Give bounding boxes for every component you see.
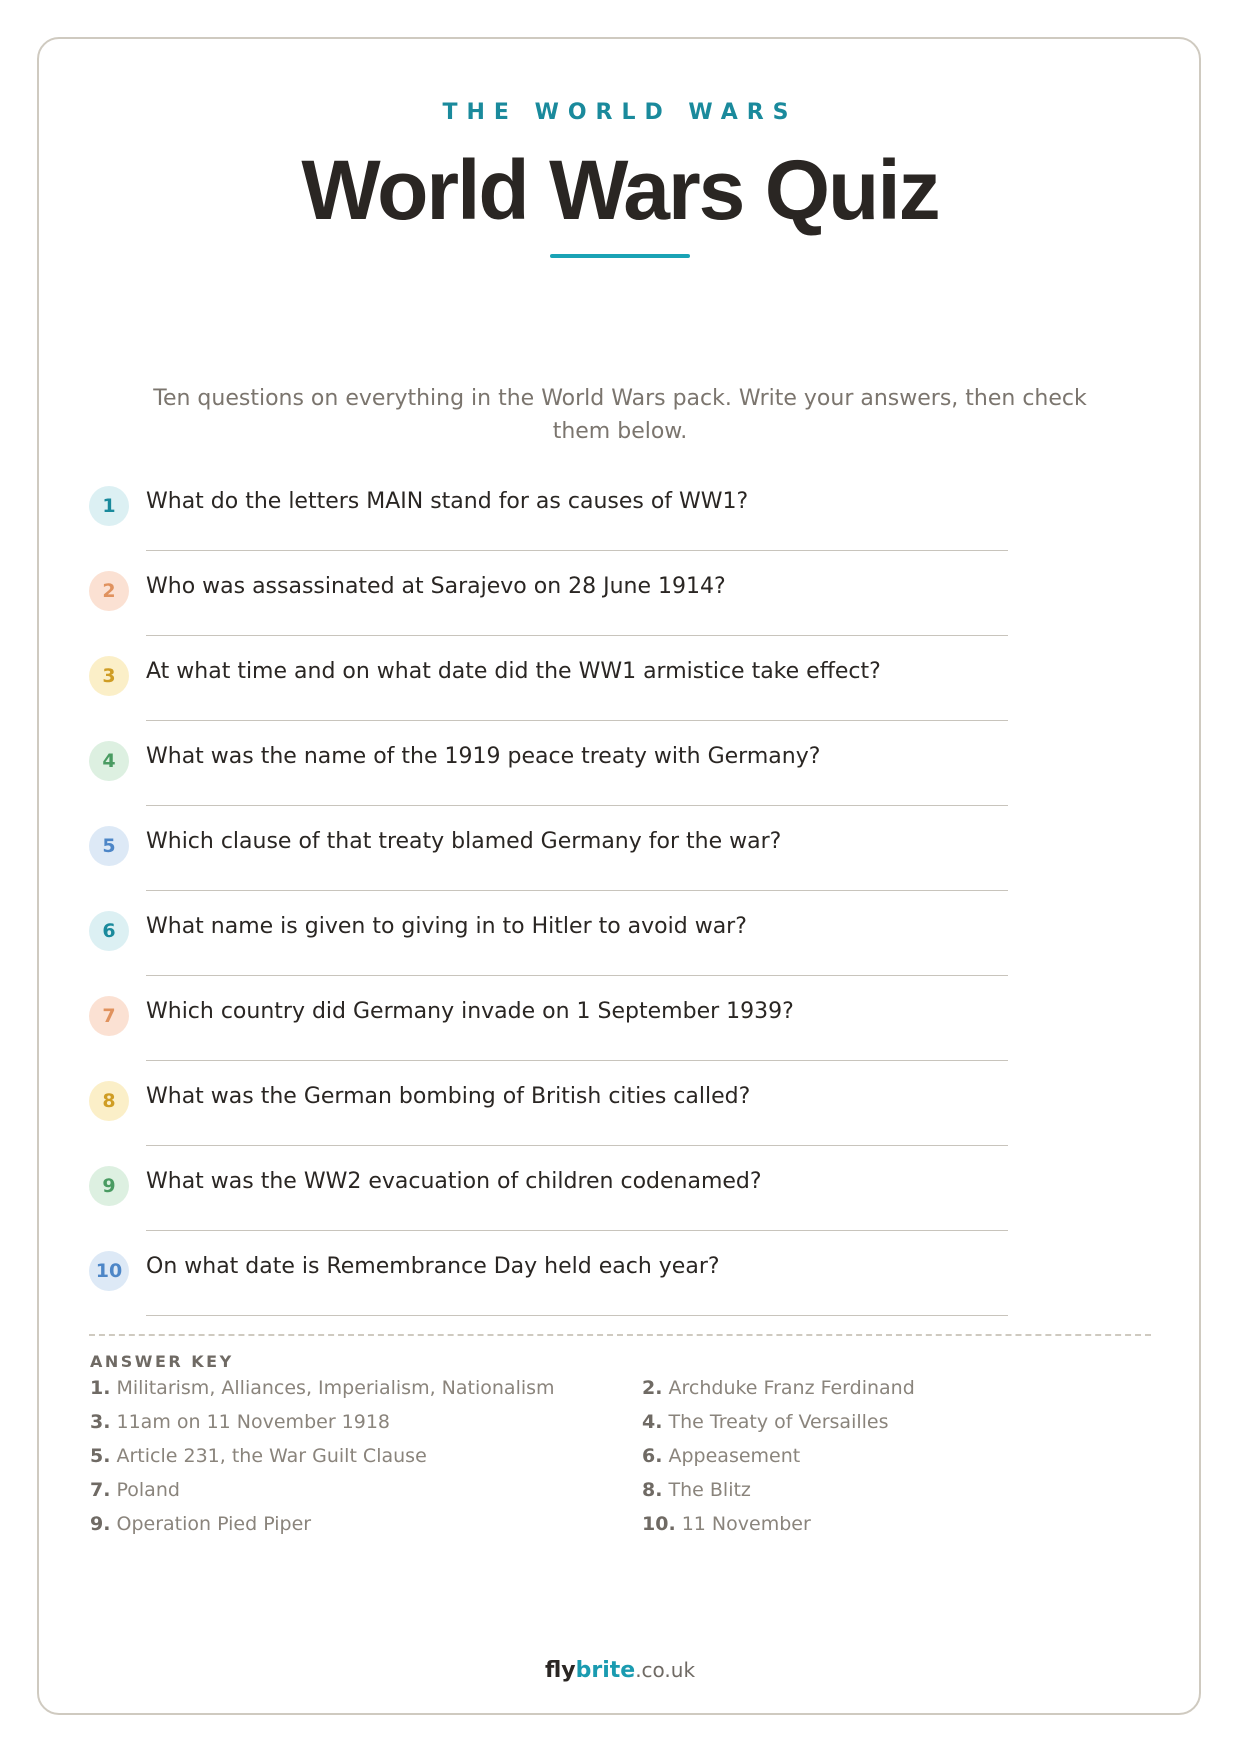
question-number-badge: 8	[89, 1081, 129, 1121]
answer-key-text: The Blitz	[668, 1479, 751, 1501]
answer-key-number: 6.	[642, 1445, 663, 1467]
answer-key-number: 5.	[90, 1445, 111, 1467]
answer-key-item	[90, 1377, 555, 1399]
question-text: At what time and on what date did the WW1 armistice take effect?	[146, 659, 881, 684]
answer-line[interactable]	[146, 1145, 1008, 1146]
answer-key-item	[642, 1479, 751, 1501]
answer-key-number: 9.	[90, 1513, 111, 1535]
question-text: Which country did Germany invade on 1 September 1939?	[146, 999, 794, 1024]
question-item	[89, 735, 1009, 820]
answer-key-item	[642, 1445, 800, 1467]
question-number-badge: 9	[89, 1166, 129, 1206]
answer-key-number: 8.	[642, 1479, 663, 1501]
answer-line[interactable]	[146, 635, 1008, 636]
question-text: Who was assassinated at Sarajevo on 28 June 1914?	[146, 574, 726, 599]
question-text: Which clause of that treaty blamed Germany for the war?	[146, 829, 782, 854]
answer-line[interactable]	[146, 1230, 1008, 1231]
brand-name-part: fly	[544, 1658, 576, 1683]
question-item	[89, 1075, 1009, 1160]
answer-key-item	[642, 1513, 811, 1535]
answer-line[interactable]	[146, 805, 1008, 806]
answer-line[interactable]	[146, 975, 1008, 976]
brand-domain: .co.uk	[635, 1658, 696, 1682]
answer-key-item	[90, 1513, 311, 1535]
question-text: What was the WW2 evacuation of children codenamed?	[146, 1169, 762, 1194]
title-underline	[550, 254, 690, 258]
answer-line[interactable]	[146, 550, 1008, 551]
intro-text: Ten questions on everything in the World Wars pack. Write your answers, then check them below.	[153, 386, 1087, 444]
answer-line[interactable]	[146, 1315, 1008, 1316]
answer-key-item	[90, 1445, 427, 1467]
question-item	[89, 565, 1009, 650]
question-number-badge: 4	[89, 741, 129, 781]
answer-key-text: Poland	[116, 1479, 180, 1501]
answer-key-text: Appeasement	[668, 1445, 801, 1467]
question-item	[89, 905, 1009, 990]
question-number-badge: 6	[89, 911, 129, 951]
question-item	[89, 650, 1009, 735]
answer-key-number: 2.	[642, 1377, 663, 1399]
answer-key-text: Militarism, Alliances, Imperialism, Nationalism	[116, 1377, 555, 1399]
answer-key-text: Article 231, the War Guilt Clause	[116, 1445, 427, 1467]
answer-key-item	[642, 1377, 915, 1399]
answer-key-item	[90, 1479, 180, 1501]
question-item	[89, 480, 1009, 565]
answer-key-text: 11 November	[681, 1513, 811, 1535]
question-number-badge: 3	[89, 656, 129, 696]
answer-key-number: 10.	[642, 1513, 676, 1535]
answer-key-text: Archduke Franz Ferdinand	[668, 1377, 915, 1399]
question-item	[89, 1245, 1009, 1330]
answer-key-item	[642, 1411, 889, 1433]
page-title: World Wars Quiz	[301, 143, 939, 237]
answer-key-number: 3.	[90, 1411, 111, 1433]
question-item	[89, 990, 1009, 1075]
answer-key-item	[90, 1411, 390, 1433]
question-text: What do the letters MAIN stand for as causes of WW1?	[146, 489, 749, 514]
answer-key-text: The Treaty of Versailles	[668, 1411, 889, 1433]
answer-line[interactable]	[146, 890, 1008, 891]
question-text: On what date is Remembrance Day held each year?	[146, 1254, 720, 1279]
question-item	[89, 820, 1009, 905]
answer-line[interactable]	[146, 720, 1008, 721]
question-number-badge: 7	[89, 996, 129, 1036]
question-number-badge: 1	[89, 486, 129, 526]
footer-brand[interactable]	[0, 1658, 1240, 1683]
question-text: What was the German bombing of British cities called?	[146, 1084, 751, 1109]
question-item	[89, 1160, 1009, 1245]
question-number-badge: 2	[89, 571, 129, 611]
question-number-badge: 5	[89, 826, 129, 866]
question-text: What name is given to giving in to Hitler to avoid war?	[146, 914, 747, 939]
answer-key-number: 4.	[642, 1411, 663, 1433]
answer-key-number: 7.	[90, 1479, 111, 1501]
answer-key-number: 1.	[90, 1377, 111, 1399]
section-kicker: THE WORLD WARS	[442, 100, 798, 125]
answer-key-text: 11am on 11 November 1918	[116, 1411, 391, 1433]
question-text: What was the name of the 1919 peace treaty with Germany?	[146, 744, 821, 769]
answer-line[interactable]	[146, 1060, 1008, 1061]
answer-key-heading: ANSWER KEY	[90, 1352, 234, 1371]
answer-key-divider	[89, 1334, 1151, 1336]
brand-name-accent: brite	[575, 1658, 636, 1683]
question-number-badge: 10	[89, 1251, 129, 1291]
answer-key-text: Operation Pied Piper	[116, 1513, 312, 1535]
